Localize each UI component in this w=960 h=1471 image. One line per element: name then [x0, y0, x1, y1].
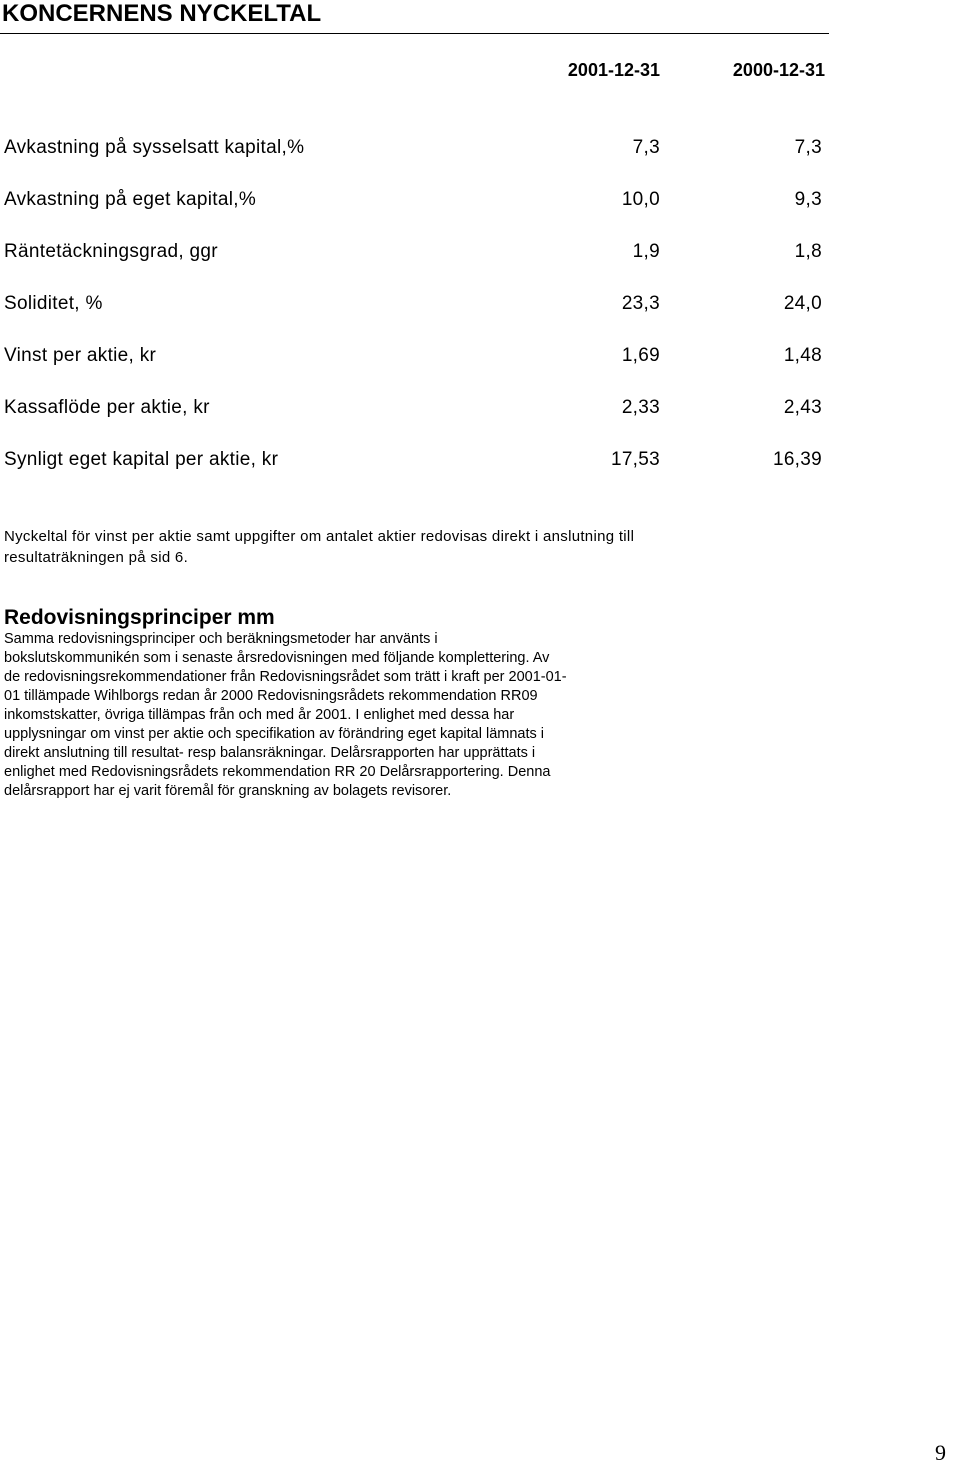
value-2000: 1,8 — [794, 241, 822, 262]
paragraph-line: de redovisningsrekommendationer från Redovisningsrådet som trätt i kraft per 2001-01- — [4, 669, 567, 685]
paragraph-line: enlighet med Redovisningsrådets rekommendation RR 20 Delårsrapportering. Denna — [4, 764, 551, 780]
value-2001: 2,33 — [621, 397, 660, 418]
value-2001: 1,69 — [621, 345, 660, 366]
value-2000: 2,43 — [783, 397, 822, 418]
value-2000: 9,3 — [794, 189, 822, 210]
header-rule — [0, 33, 829, 34]
accounting-principles-paragraph — [4, 630, 654, 801]
section-title: Redovisningsprinciper mm — [4, 606, 275, 629]
value-2000: 7,3 — [794, 137, 822, 158]
paragraph-line: inkomstskatter, övriga tillämpas från och med år 2001. I enlighet med dessa har — [4, 707, 515, 723]
column-header-2001: 2001-12-31 — [567, 60, 660, 80]
table-row — [0, 442, 830, 494]
row-label: Kassaflöde per aktie, kr — [4, 397, 210, 418]
value-2000: 16,39 — [772, 449, 822, 470]
key-figures-table — [0, 130, 830, 494]
value-2001: 1,9 — [632, 241, 660, 262]
page-title: KONCERNENS NYCKELTAL — [2, 0, 322, 27]
row-label: Vinst per aktie, kr — [4, 345, 157, 366]
paragraph-line: delårsrapport har ej varit föremål för granskning av bolagets revisorer. — [4, 783, 452, 799]
value-2001: 23,3 — [621, 293, 660, 314]
row-label: Synligt eget kapital per aktie, kr — [4, 449, 279, 470]
table-row — [0, 182, 830, 234]
paragraph-line: bokslutskommunikén som i senaste årsredovisningen med följande komplettering. Av — [4, 650, 550, 666]
table-row — [0, 234, 830, 286]
table-row — [0, 130, 830, 182]
table-row — [0, 286, 830, 338]
paragraph-line: 01 tillämpade Wihlborgs redan år 2000 Redovisningsrådets rekommendation RR09 — [4, 688, 538, 704]
table-row — [0, 390, 830, 442]
value-2001: 17,53 — [610, 449, 660, 470]
row-label: Soliditet, % — [4, 293, 103, 314]
row-label: Avkastning på sysselsatt kapital,% — [4, 137, 305, 158]
page-number: 9 — [935, 1440, 946, 1465]
paragraph-line: direkt anslutning till resultat- resp balansräkningar. Delårsrapporten har upprättats i — [4, 745, 536, 761]
column-header-2000: 2000-12-31 — [732, 60, 825, 80]
row-label: Räntetäckningsgrad, ggr — [4, 241, 218, 262]
key-figures-note: Nyckeltal för vinst per aktie samt uppgifter om antalet aktier redovisas direkt i anslutning till resultaträkningen på sid 6. — [4, 528, 635, 566]
paragraph-line: upplysningar om vinst per aktie och specifikation av förändring eget kapital lämnats i — [4, 726, 545, 742]
paragraph-line: Samma redovisningsprinciper och beräkningsmetoder har använts i — [4, 631, 438, 647]
row-label: Avkastning på eget kapital,% — [4, 189, 257, 210]
value-2001: 10,0 — [621, 189, 660, 210]
value-2001: 7,3 — [632, 137, 660, 158]
table-row — [0, 338, 830, 390]
value-2000: 1,48 — [783, 345, 822, 366]
value-2000: 24,0 — [783, 293, 822, 314]
